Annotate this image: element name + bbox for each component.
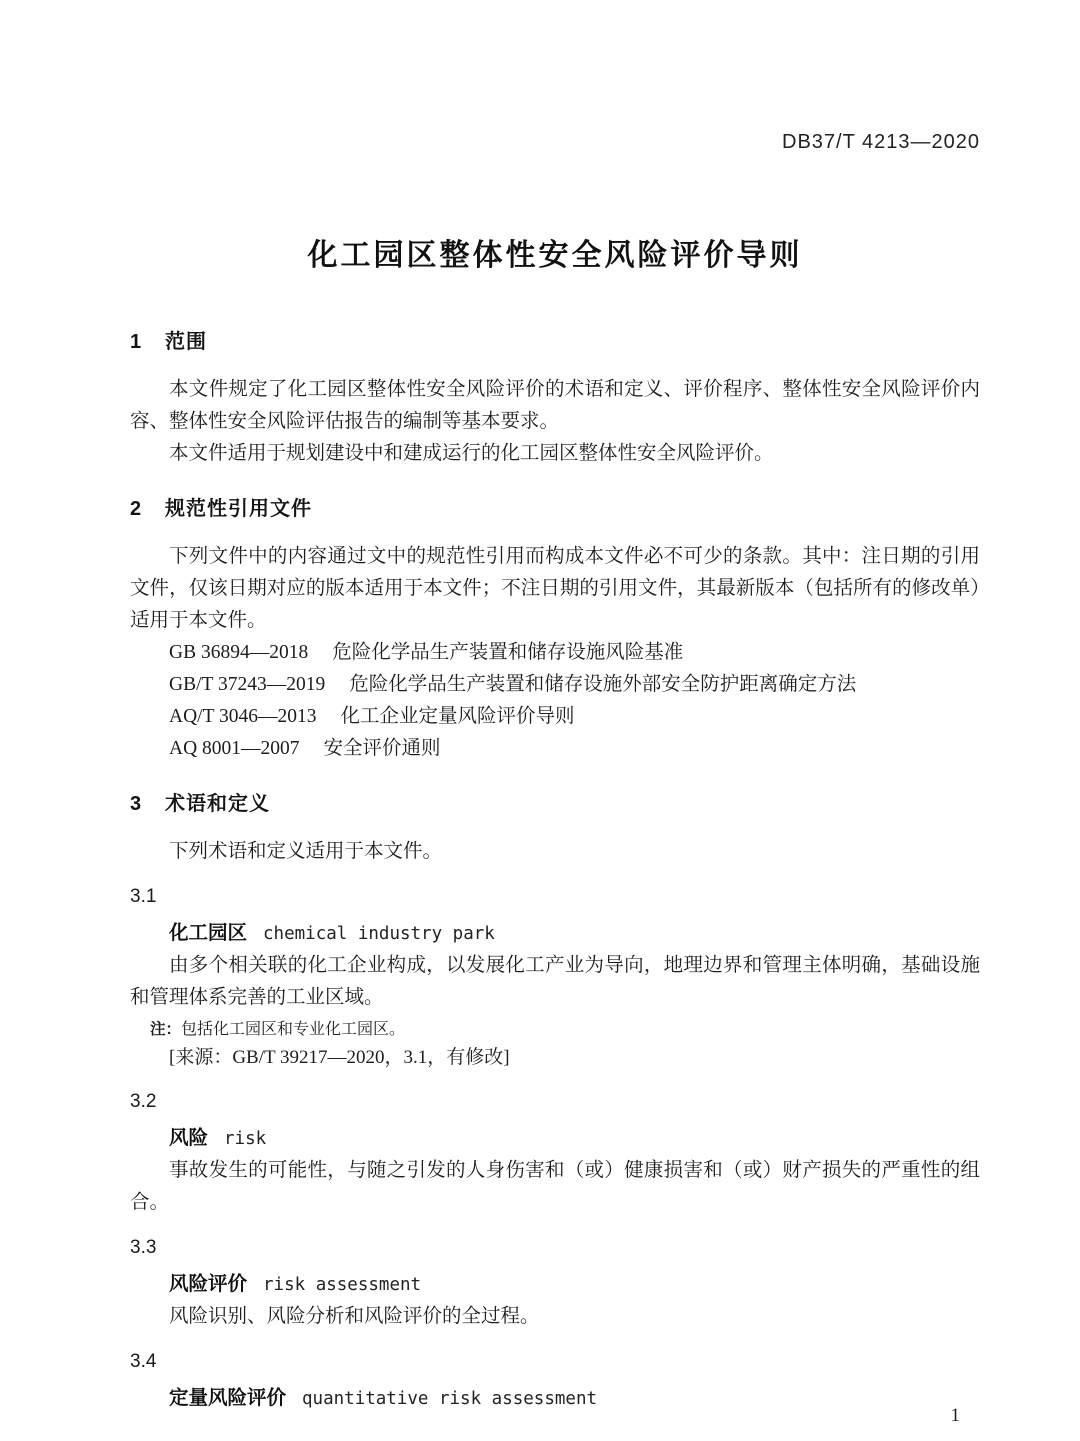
term-3-3-id: 3.3	[130, 1237, 157, 1258]
term-3-2-id: 3.2	[130, 1091, 157, 1112]
term-3-1-id: 3.1	[130, 886, 157, 907]
section-3-title: 术语和定义	[165, 793, 270, 815]
document-title: 化工园区整体性安全风险评价导则	[307, 239, 803, 272]
term-3-4-id: 3.4	[130, 1351, 157, 1372]
term-en-label: quantitative risk assessment	[302, 1389, 598, 1409]
reference-item	[130, 669, 980, 701]
reference-item	[130, 733, 980, 765]
term-zh-label: 风险	[169, 1127, 209, 1149]
reference-name: 危险化学品生产装置和储存设施风险基准	[332, 642, 684, 663]
term-zh-label: 定量风险评价	[169, 1387, 287, 1409]
section-3-heading	[130, 790, 980, 818]
note-label: 注：	[150, 1021, 182, 1038]
standard-code: DB37/T 4213—2020	[782, 131, 980, 153]
section-3-number: 3	[130, 793, 142, 815]
section-2-heading	[130, 495, 980, 523]
section-2-number: 2	[130, 498, 142, 520]
section-1-paragraph-1: 本文件规定了化工园区整体性安全风险评价的术语和定义、评价程序、整体性安全风险评价内容、整体性安全风险评估报告的编制等基本要求。	[130, 379, 980, 432]
reference-name: 安全评价通则	[323, 738, 441, 759]
term-zh-label: 化工园区	[169, 922, 248, 944]
term-3-2-definition: 事故发生的可能性，与随之引发的人身伤害和（或）健康损害和（或）财产损失的严重性的组合。	[130, 1160, 980, 1213]
page-number: 1	[950, 1405, 960, 1426]
section-3-intro: 下列术语和定义适用于本文件。	[169, 841, 443, 862]
reference-code: GB/T 37243—2019	[169, 674, 326, 695]
reference-code: GB 36894—2018	[169, 642, 309, 663]
reference-name: 危险化学品生产装置和储存设施外部安全防护距离确定方法	[349, 674, 857, 695]
reference-item	[130, 637, 980, 669]
term-3-1	[130, 918, 980, 950]
section-1-title: 范围	[165, 331, 207, 353]
section-2-title: 规范性引用文件	[165, 498, 312, 520]
section-1-paragraph-2: 本文件适用于规划建设中和建成运行的化工园区整体性安全风险评价。	[169, 443, 774, 464]
reference-item	[130, 701, 980, 733]
reference-code: AQ 8001—2007	[169, 738, 300, 759]
term-3-2	[130, 1123, 980, 1155]
term-3-1-note	[130, 1016, 980, 1043]
reference-code: AQ/T 3046—2013	[169, 706, 317, 727]
reference-name: 化工企业定量风险评价导则	[340, 706, 575, 727]
term-zh-label: 风险评价	[169, 1273, 248, 1295]
term-3-3	[130, 1269, 980, 1301]
term-3-3-definition: 风险识别、风险分析和风险评价的全过程。	[169, 1306, 540, 1327]
section-2-paragraph-1: 下列文件中的内容通过文中的规范性引用而构成本文件必不可少的条款。其中：注日期的引用文件，仅该日期对应的版本适用于本文件；不注日期的引用文件，其最新版本（包括所有的修改单）适用于本文件。	[130, 546, 980, 631]
section-1-number: 1	[130, 331, 142, 353]
note-text: 包括化工园区和专业化工园区。	[181, 1021, 406, 1038]
term-en-label: risk assessment	[263, 1275, 422, 1295]
term-en-label: risk	[224, 1129, 267, 1149]
term-3-4	[130, 1383, 980, 1415]
term-en-label: chemical industry park	[263, 924, 495, 944]
term-3-1-definition: 由多个相关联的化工企业构成，以发展化工产业为导向，地理边界和管理主体明确，基础设施和管理体系完善的工业区域。	[130, 955, 980, 1008]
term-3-1-source: [来源：GB/T 39217—2020，3.1，有修改]	[169, 1047, 510, 1068]
section-1-heading	[130, 328, 980, 356]
